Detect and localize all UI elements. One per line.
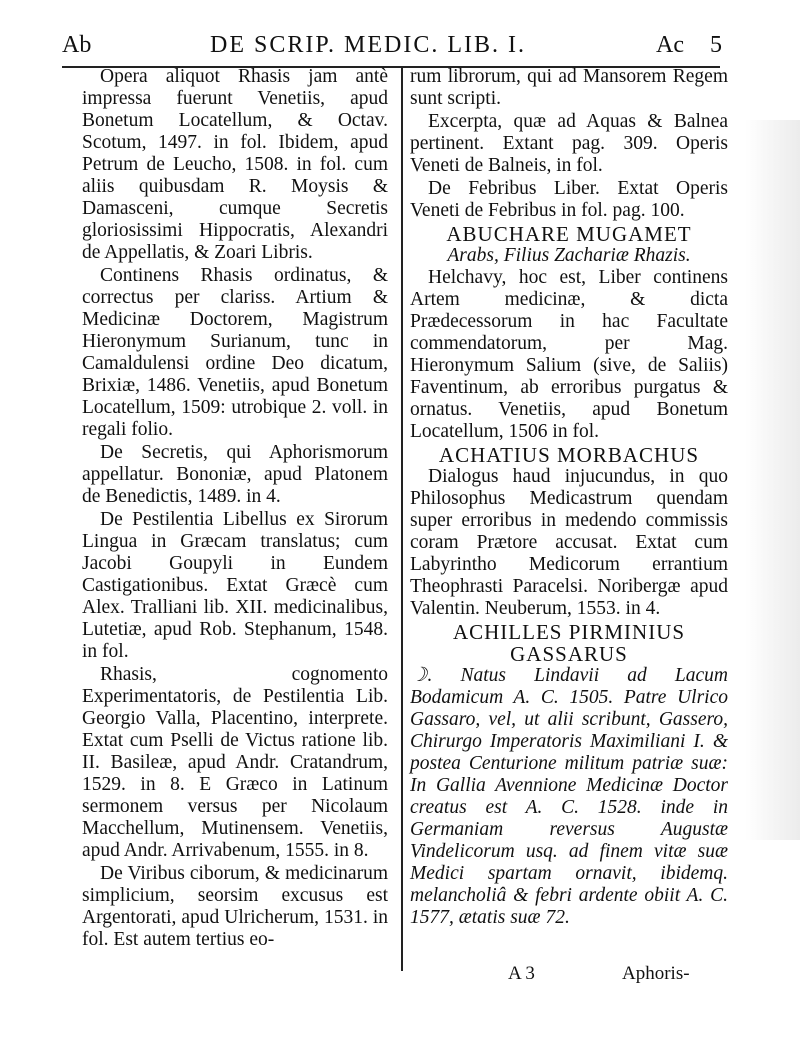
running-header	[62, 30, 722, 62]
paragraph-pestilentia: De Pestilentia Libellus ex Sirorum Lingua in Græcam translatus; cum Jacobi Goupyli in Eundem Castigationibus. Extat Græcè cum Alex. Tralliani lib. XII. medicinalibus, Lutetiæ, apud Rob. Stephanum, 1548. in fol.	[82, 509, 388, 662]
entry-heading-abuchare: ABUCHARE MUGAMET	[446, 222, 692, 246]
paragraph-excerpta: Excerpta, quæ ad Aquas & Balnea pertinent. Extant pag. 309. Operis Veneti de Balneis, in fol.	[410, 111, 728, 176]
entry-heading-achatius: ACHATIUS MORBACHUS	[438, 443, 700, 467]
header-title: DE SCRIP. MEDIC. LIB. I.	[210, 32, 527, 58]
paragraph-dialogus: Dialogus haud injucundus, in quo Philosophus Medicastrum quendam super erroribus in medendo commissis coram Prætore accusat. Extat cum Labyrintho Medicorum errantium Theophrasti Paracelsi. Noribergæ apud Valentin. Neuberum, 1553. in 4.	[410, 466, 728, 619]
paragraph-rhasis: Rhasis, cognomento Experimentatoris, de Pestilentia Lib. Georgio Valla, Placentino, interprete. Extat cum Pselli de Victus ratione lib. II. Basileæ, apud Andr. Cratandrum, 1529. in 8. E Græco in Latinum sermonem versus per Nicolaum Macchellum, Mutinensem. Venetiis, apud Andr. Arrivabenum, 1555. in 8.	[82, 664, 388, 861]
show-through-shadow	[745, 120, 800, 840]
paragraph-biography: ☽. Natus Lindavii ad Lacum Bodamicum A. C. 1505. Patre Ulrico Gassaro, vel, ut alii scribunt, Gassero, Chirurgo Imperatoris Maximiliani I. & postea Centurione militum patriæ suæ: In Gallia Avennione Medicinæ Doctor creatus est A. C. 1528. inde in Germaniam reversus Augustæ Vindelicorum usq. ad finem vitæ suæ Medici spartam ornavit, ibidemq. melancholiâ & febri ardente obiit A. C. 1577, ætatis suæ 72.	[410, 665, 728, 928]
column-divider	[401, 66, 403, 971]
page-footer	[0, 963, 800, 991]
entry-heading-achilles: ACHILLES PIRMINIUS	[452, 620, 686, 644]
paragraph-viribus: De Viribus ciborum, & medicinarum simplicium, seorsim excusus est Argentorati, apud Ulricherum, 1531. in fol. Est autem tertius eo-	[82, 863, 388, 950]
paragraph-secretis: De Secretis, qui Aphorismorum appellatur. Bononiæ, apud Platonem de Benedictis, 1489. in 4.	[82, 442, 388, 507]
paragraph-helchavy: Helchavy, hoc est, Liber continens Artem medicinæ, & dicta Prædecessorum in hac Facultate commendatorum, per Mag. Hieronymum Salium (sive, de Saliis) Faventinum, ab erroribus purgatus & ornatus. Venetiis, apud Bonetum Locatellum, 1506 in fol.	[410, 267, 728, 442]
entry-heading-gassarus: GASSARUS	[510, 642, 628, 666]
paragraph-continens: Continens Rhasis ordinatus, & correctus per clariss. Artium & Medicinæ Doctorem, Magistrum Hieronymum Surianum, tunc in Camaldulensi ordine Deo dicatum, Brixiæ, 1486. Venetiis, apud Bonetum Locatellum, 1509: utrobique 2. voll. in regali folio.	[82, 265, 388, 440]
entry-subheading-abuchare: Arabs, Filius Zachariæ Rhazis.	[447, 245, 691, 266]
right-column	[410, 66, 728, 929]
header-left-guide: Ab	[62, 32, 92, 58]
header-right-guide: Ac	[656, 32, 684, 58]
signature-mark: A 3	[508, 963, 535, 984]
left-column	[82, 66, 388, 952]
paragraph-opera: Opera aliquot Rhasis jam antè impressa fuerunt Venetiis, apud Bonetum Locatellum, & Octav. Scotum, 1497. in fol. Ibidem, apud Petrum de Leucho, 1508. in fol. cum aliis quibusdam R. Moysis & Damasceni, cumque Secretis gloriosissimi Hippocratis, Alexandri de Appellatis, & Zoari Libris.	[82, 66, 388, 263]
catchword: Aphoris-	[622, 963, 690, 984]
paragraph-febribus: De Febribus Liber. Extat Operis Veneti de Febribus in fol. pag. 100.	[410, 178, 728, 221]
paragraph-continuation: rum librorum, qui ad Mansorem Regem sunt scripti.	[410, 66, 728, 109]
page-number: 5	[710, 32, 722, 58]
